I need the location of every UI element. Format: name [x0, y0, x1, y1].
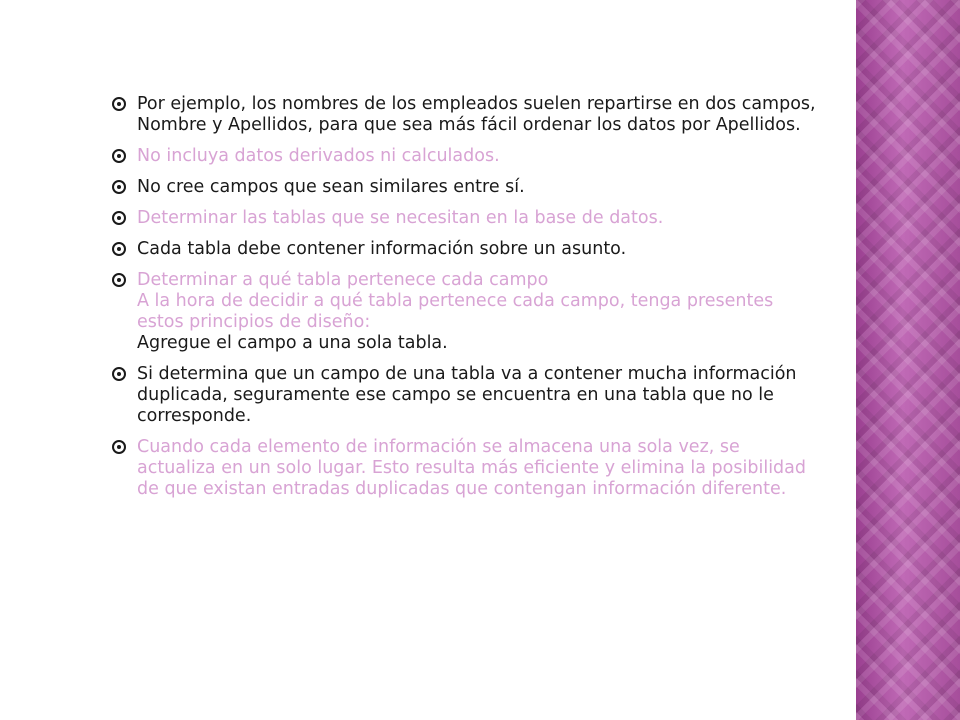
- bullet-icon: [112, 149, 126, 163]
- bullet-item-field-table-assignment: [110, 270, 900, 354]
- bullet-icon: [112, 242, 126, 256]
- bullet-text: Si determina que un campo de una tabla va a contener mucha información: [137, 364, 797, 384]
- bullet-text: Cuando cada elemento de información se almacena una sola vez, se: [137, 437, 740, 457]
- bullet-list: [110, 94, 900, 510]
- bullet-text: actualiza en un solo lugar. Esto resulta más eficiente y elimina la posibilidad: [137, 458, 806, 478]
- bullet-text: No incluya datos derivados ni calculados.: [137, 146, 500, 166]
- bullet-text: duplicada, seguramente ese campo se encuentra en una tabla que no le: [137, 385, 774, 405]
- bullet-text: Agregue el campo a una sola tabla.: [137, 333, 448, 353]
- bullet-icon: [112, 97, 126, 111]
- bullet-item-duplicated-info: [110, 364, 900, 427]
- bullet-text: de que existan entradas duplicadas que contengan información diferente.: [137, 479, 787, 499]
- bullet-icon: [112, 367, 126, 381]
- bullet-text: Por ejemplo, los nombres de los empleados suelen repartirse en dos campos,: [137, 94, 816, 114]
- bullet-icon: [112, 180, 126, 194]
- bullet-item-example-names: [110, 94, 900, 136]
- bullet-text: A la hora de decidir a qué tabla pertenece cada campo, tenga presentes: [137, 291, 774, 311]
- bullet-item-store-once: [110, 437, 900, 500]
- bullet-icon: [112, 273, 126, 287]
- bullet-icon: [112, 211, 126, 225]
- bullet-text: Determinar las tablas que se necesitan en la base de datos.: [137, 208, 664, 228]
- bullet-item-determine-tables: [110, 208, 900, 229]
- bullet-item-no-similar-fields: [110, 177, 900, 198]
- bullet-text: Determinar a qué tabla pertenece cada campo: [137, 270, 549, 290]
- bullet-text: No cree campos que sean similares entre sí.: [137, 177, 525, 197]
- bullet-item-no-derived-data: [110, 146, 900, 167]
- bullet-text: Nombre y Apellidos, para que sea más fácil ordenar los datos por Apellidos.: [137, 115, 801, 135]
- bullet-text: estos principios de diseño:: [137, 312, 371, 332]
- bullet-text: corresponde.: [137, 406, 252, 426]
- bullet-icon: [112, 440, 126, 454]
- bullet-item-one-subject-per-table: [110, 239, 900, 260]
- bullet-text: Cada tabla debe contener información sobre un asunto.: [137, 239, 627, 259]
